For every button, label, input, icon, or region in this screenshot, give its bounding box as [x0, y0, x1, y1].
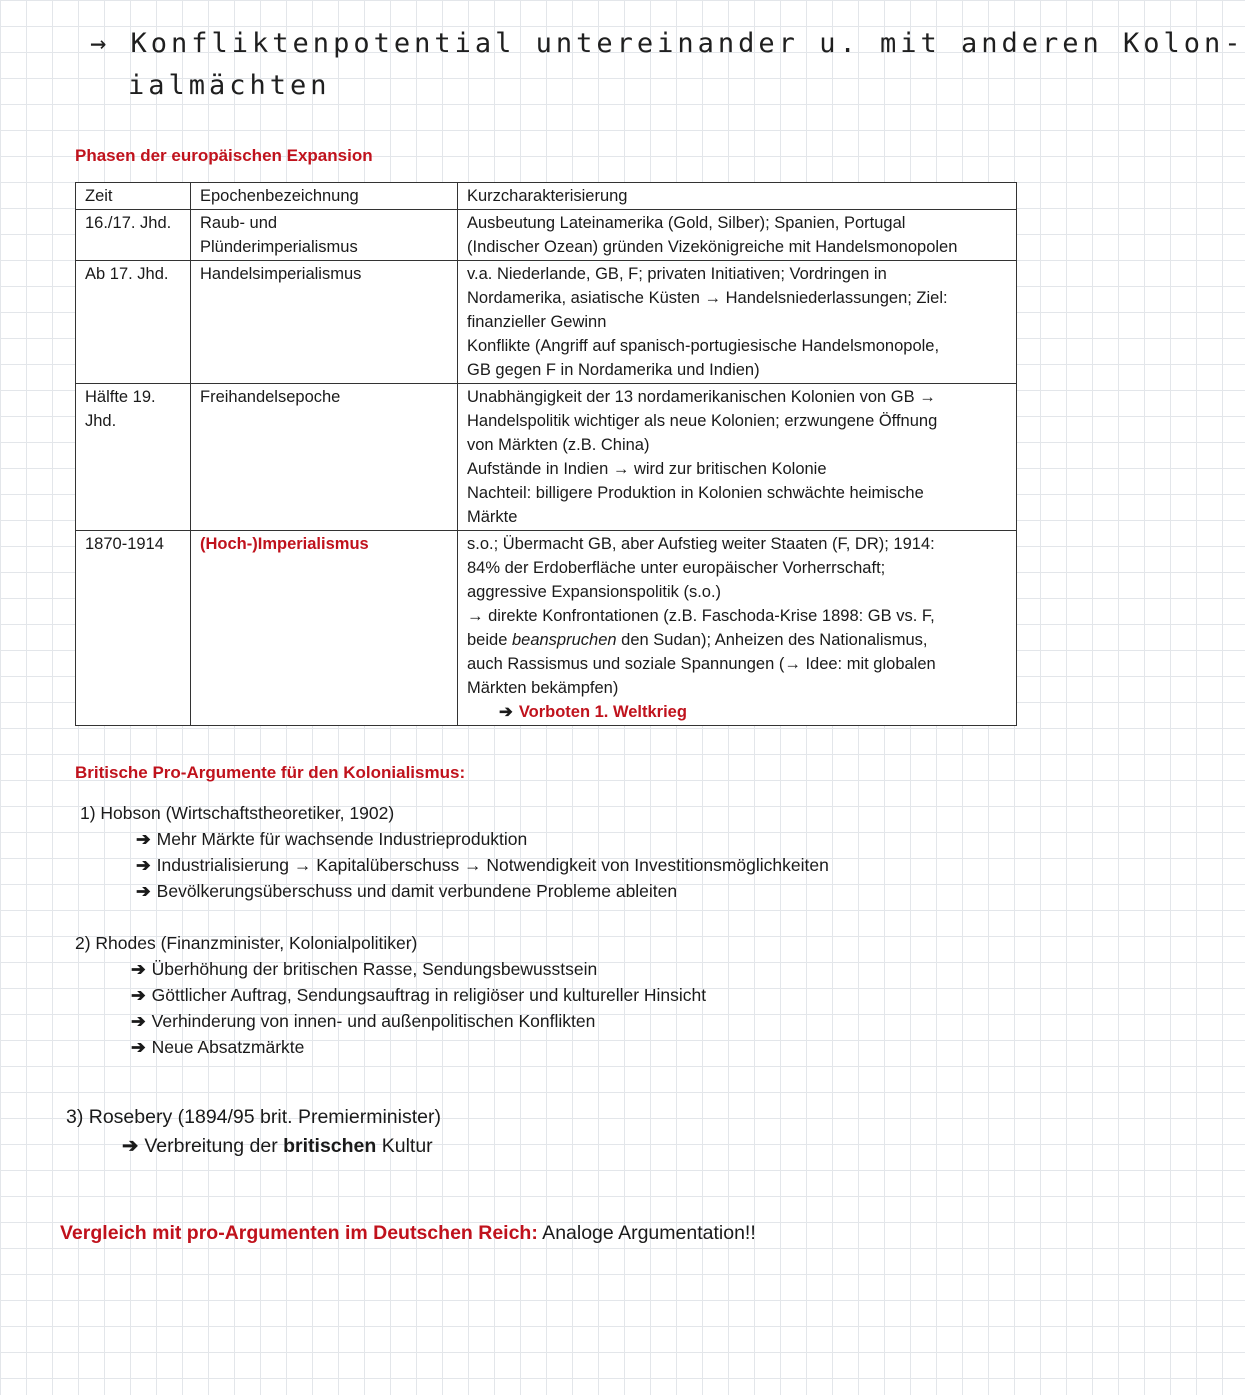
vergleich-label: Vergleich mit pro-Argumenten im Deutschen Reich: — [60, 1222, 538, 1244]
table-row — [76, 531, 1017, 726]
arrow-right-icon: ➔ — [136, 881, 151, 901]
cell-zeit: 16./17. Jhd. — [76, 210, 191, 261]
rosebery-heading: 3) Rosebery (1894/95 brit. Premierminister) — [66, 1106, 441, 1128]
table-row — [76, 384, 1017, 531]
list-item: ➔ Überhöhung der britischen Rasse, Sendungsbewusstsein — [131, 959, 598, 979]
hobson-block — [80, 800, 829, 904]
table-row — [76, 261, 1017, 384]
arguments-title: Britische Pro-Argumente für den Kolonialismus: — [75, 763, 466, 782]
cell-epoche: Freihandelsepoche — [191, 384, 458, 531]
list-item: ➔ Bevölkerungsüberschuss und damit verbundene Probleme ableiten — [136, 881, 678, 901]
table-row — [76, 210, 1017, 261]
vergleich-line — [60, 1222, 756, 1245]
list-item: ➔ Verbreitung der britischen Kultur — [122, 1135, 433, 1157]
arrow-right-icon: ➔ — [131, 1011, 146, 1031]
list-item: ➔ Göttlicher Auftrag, Sendungsauftrag in religiöser und kultureller Hinsicht — [131, 985, 707, 1005]
cell-text: Ausbeutung Lateinamerika (Gold, Silber); Spanien, Portugal (Indischer Ozean) gründen Vizekönigreiche mit Handelsmonopolen — [458, 210, 1017, 261]
arrow-right-icon: ➔ — [122, 1135, 139, 1157]
table-header-row — [76, 183, 1017, 210]
header-epoche: Epochenbezeichnung — [191, 183, 458, 210]
cell-text: Unabhängigkeit der 13 nordamerikanischen Kolonien von GB → Handelspolitik wichtiger als neue Kolonien; erzwungene Öffnung von Märkten (z.B. China) Aufstände in Indien → wird zur britischen Kolonie Nachteil: billigere Produktion in Kolonien schwächte heimische Märkte — [458, 384, 1017, 531]
list-item: ➔ Verhinderung von innen- und außenpolitischen Konflikten — [131, 1011, 596, 1031]
phases-table — [75, 182, 1017, 726]
header-zeit: Zeit — [76, 183, 191, 210]
rhodes-block — [75, 930, 706, 1060]
vergleich-text: Analoge Argumentation!! — [537, 1222, 756, 1244]
phases-title: Phasen der europäischen Expansion — [75, 146, 373, 165]
cell-zeit: 1870-1914 — [76, 531, 191, 726]
cell-epoche: (Hoch-)Imperialismus — [191, 531, 458, 726]
arrow-right-icon: ➔ — [499, 703, 513, 721]
hobson-heading: 1) Hobson (Wirtschaftstheoretiker, 1902) — [80, 803, 395, 823]
list-item: ➔ Industrialisierung → Kapitalüberschuss → Notwendigkeit von Investitionsmöglichkeiten — [136, 855, 829, 875]
list-item: ➔ Mehr Märkte für wachsende Industrieproduktion — [136, 829, 528, 849]
rhodes-heading: 2) Rhodes (Finanzminister, Kolonialpolitiker) — [75, 933, 418, 953]
cell-zeit: Hälfte 19. Jhd. — [76, 384, 191, 531]
header-charakterisierung: Kurzcharakterisierung — [458, 183, 1017, 210]
arrow-right-icon: ➔ — [131, 1037, 146, 1057]
rosebery-block — [66, 1103, 441, 1161]
list-item: ➔ Neue Absatzmärkte — [131, 1037, 305, 1057]
arrow-right-icon: ➔ — [131, 959, 146, 979]
arrow-right-icon: ➔ — [136, 855, 151, 875]
cell-epoche: Raub- und Plünderimperialismus — [191, 210, 458, 261]
cell-zeit: Ab 17. Jhd. — [76, 261, 191, 384]
handwritten-note-line-1: → Konfliktenpotential untereinander u. mit anderen Kolon- — [90, 28, 1245, 59]
vorboten-line: ➔ Vorboten 1. Weltkrieg — [499, 703, 687, 721]
cell-epoche: Handelsimperialismus — [191, 261, 458, 384]
handwritten-note-line-2: ialmächten — [128, 70, 331, 101]
cell-text: v.a. Niederlande, GB, F; privaten Initiativen; Vordringen in Nordamerika, asiatische Küsten → Handelsniederlassungen; Ziel: finanzieller Gewinn Konflikte (Angriff auf spanisch-portugiesische Handelsmonopole, GB gegen F in Nordamerika und Indien) — [458, 261, 1017, 384]
arrow-right-icon: ➔ — [131, 985, 146, 1005]
arrow-right-icon: ➔ — [136, 829, 151, 849]
cell-text: s.o.; Übermacht GB, aber Aufstieg weiter Staaten (F, DR); 1914: 84% der Erdoberfläche unter europäischer Vorherrschaft; aggressive Expansionspolitik (s.o.) → direkte Konfrontationen (z.B. Faschoda-Krise 1898: GB vs. F, beide beanspruchen den Sudan); Anheizen des Nationalismus, auch Rassismus und soziale Spannungen (→ Idee: mit globalen Märkten bekämpfen) ➔ Vorboten 1. Weltkrieg — [458, 531, 1017, 726]
